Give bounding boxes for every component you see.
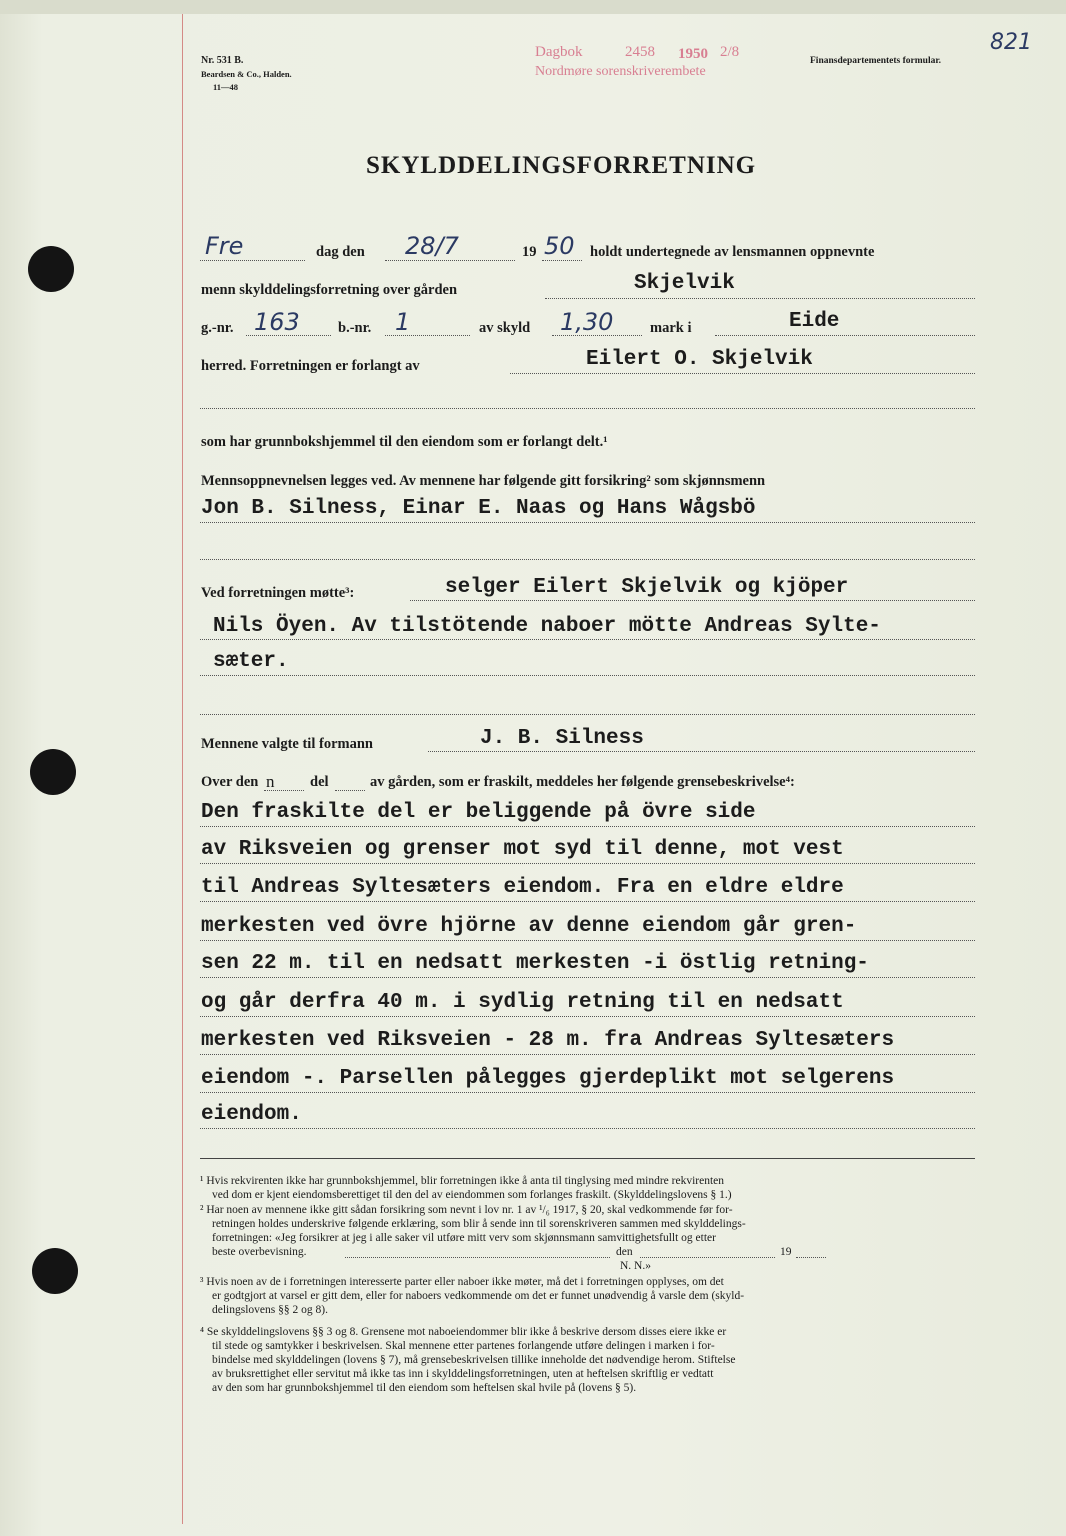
mark-label: mark i: [650, 320, 692, 336]
footnote-3-line: ³ Hvis noen av de i forretningen interesserte parter eller naboer ikke møter, må det i forretningen opplyses, om det: [200, 1276, 724, 1288]
day-value: Fre: [205, 232, 244, 260]
bnr-value: 1: [395, 308, 411, 336]
farm-name-value: Skjelvik: [634, 272, 735, 295]
bnr-label: b.-nr.: [338, 320, 372, 336]
footnote-4-line: av bruksrettighet eller servitut må ikke tas inn i skylddelingsforretningen, uten at heftelsen skriftlig er vedtatt: [212, 1368, 714, 1380]
description-line: sen 22 m. til en nedsatt merkesten -i östlig retning-: [201, 952, 869, 975]
footnote-3-line: er godtgjort at varsel er gitt dem, eller for naboers vedkommende om det er funnet unødvendig å varsle dem (skyld-: [212, 1290, 745, 1302]
description-line: eiendom -. Parsellen pålegges gjerdeplikt mot selgerens: [201, 1067, 895, 1090]
footnote-1-line: ved dom er kjent eiendomsberettiget til den del av eiendommen som forlanges fraskilt. (Skylddelingslovens § 1.): [212, 1189, 732, 1201]
footnote-4-line: bindelse med skylddelingen (lovens § 7), må grensebeskrivelsen tillike inneholde det nødvendige herom. Stiftelse: [212, 1354, 736, 1366]
footnote-2-line: ² Har noen av mennene ikke gitt sådan forsikring som nevnt i lov nr. 1 av ¹/₆ 1917, § 20, skal vedkommende før for-: [200, 1204, 733, 1216]
punch-hole-middle: [30, 749, 76, 795]
description-line: merkesten ved övre hjörne av denne eiendom går gren-: [201, 915, 857, 938]
herred-label: herred. Forretningen er forlangt av: [201, 358, 420, 374]
document-title: SKYLDDELINGSFORRETNING: [366, 152, 757, 179]
skyld-value: 1,30: [560, 308, 614, 336]
motte-label: Ved forretningen møtte³:: [201, 585, 355, 601]
punch-hole-top: [28, 246, 74, 292]
skyld-label: av skyld: [479, 320, 531, 336]
municipality-value: Eide: [789, 310, 840, 333]
attendees-line-1: selger Eilert Skjelvik og kjöper: [445, 576, 849, 599]
registry-stamp-office: Nordmøre sorenskriverembete: [535, 64, 706, 79]
footnote-2-line: forretningen: «Jeg forsikrer at jeg i alle saker vil utføre mitt verv som skjønnsmann samvittighetsfullt og etter: [212, 1232, 716, 1244]
over-den-label: Over den: [201, 774, 259, 790]
formann-label: Mennene valgte til formann: [201, 736, 373, 752]
description-line: til Andreas Syltesæters eiendom. Fra en eldre eldre: [201, 876, 844, 899]
footnote-1-line: ¹ Hvis rekvirenten ikke har grunnbokshjemmel, blir forretningen ikke å anta til tinglysing med mindre rekvirenten: [200, 1175, 725, 1187]
margin-line: [182, 14, 183, 1524]
footnote-4-line: til stede og samtykker i beskrivelsen. Skal mennene etter partenes forlangende utføre delingen i marken i for-: [212, 1340, 715, 1352]
footnote-2-line: retningen holdes underskrive følgende erklæring, som blir å sende inn til sorenskriveren sammen med skylddelings-: [212, 1218, 746, 1230]
registry-stamp-label: Dagbok: [535, 44, 583, 60]
dag-den-label: dag den: [316, 244, 365, 260]
description-line: merkesten ved Riksveien - 28 m. fra Andreas Syltesæters: [201, 1029, 895, 1052]
print-date: 11—48: [213, 82, 239, 92]
year-value: 50: [544, 232, 575, 260]
registry-stamp-number: 2458: [625, 44, 655, 60]
page-top-edge: [0, 0, 1066, 14]
appraisers-value: Jon B. Silness, Einar E. Naas og Hans Wågsbö: [201, 497, 756, 520]
footnote-separator: [200, 1158, 975, 1159]
date-value: 28/7: [405, 232, 459, 260]
description-line: av Riksveien og grenser mot syd til denne, mot vest: [201, 838, 844, 861]
footnote-2-den: den: [616, 1246, 633, 1258]
ministry-label: Finansdepartementets formular.: [810, 56, 942, 66]
form-number: Nr. 531 B.: [201, 55, 244, 66]
printer-name: Beardsen & Co., Halden.: [201, 69, 292, 79]
gnr-label: g.-nr.: [201, 320, 234, 336]
attendees-line-2: Nils Öyen. Av tilstötende naboer mötte Andreas Sylte-: [213, 615, 881, 638]
footnote-4-line: av den som har grunnbokshjemmel til den eiendom som heftelsen skal hvile på (lovens § 5).: [212, 1382, 637, 1394]
grense-text: av gården, som er fraskilt, meddeles her følgende grensebeskrivelse⁴:: [370, 774, 795, 790]
registry-stamp-year: 1950: [678, 46, 708, 62]
footnote-2-year: 19: [780, 1246, 792, 1258]
description-line: Den fraskilte del er beliggende på övre side: [201, 801, 756, 824]
footnote-2-signature: N. N.»: [620, 1260, 651, 1272]
attendees-line-3: sæter.: [213, 650, 289, 673]
description-line: og går derfra 40 m. i sydlig retning til en nedsatt: [201, 991, 844, 1014]
holdt-text: holdt undertegnede av lensmannen oppnevnte: [590, 244, 875, 260]
over-den-fill: n: [266, 772, 275, 791]
gard-label: menn skylddelingsforretning over gården: [201, 282, 458, 298]
year-prefix: 19: [522, 244, 537, 260]
description-line: eiendom.: [201, 1103, 302, 1126]
mennsopp-text: Mennsoppnevnelsen legges ved. Av mennene har følgende gitt forsikring² som skjønnsmenn: [201, 473, 766, 489]
punch-hole-bottom: [32, 1248, 78, 1294]
chairman-value: J. B. Silness: [480, 727, 644, 750]
gnr-value: 163: [254, 308, 300, 336]
registry-stamp-date: 2/8: [720, 44, 740, 60]
footnote-3-line: delingslovens §§ 2 og 8).: [212, 1304, 328, 1316]
page-number: 821: [990, 30, 1032, 55]
footnote-2-line: beste overbevisning.: [212, 1246, 307, 1258]
footnote-4-line: ⁴ Se skylddelingslovens §§ 3 og 8. Grensene mot naboeiendommer blir ikke å beskrive dersom disses eiere ikke er: [200, 1326, 727, 1338]
del-label: del: [310, 774, 329, 790]
grunnbok-text: som har grunnbokshjemmel til den eiendom som er forlangt delt.¹: [201, 434, 608, 450]
requester-value: Eilert O. Skjelvik: [586, 348, 813, 371]
